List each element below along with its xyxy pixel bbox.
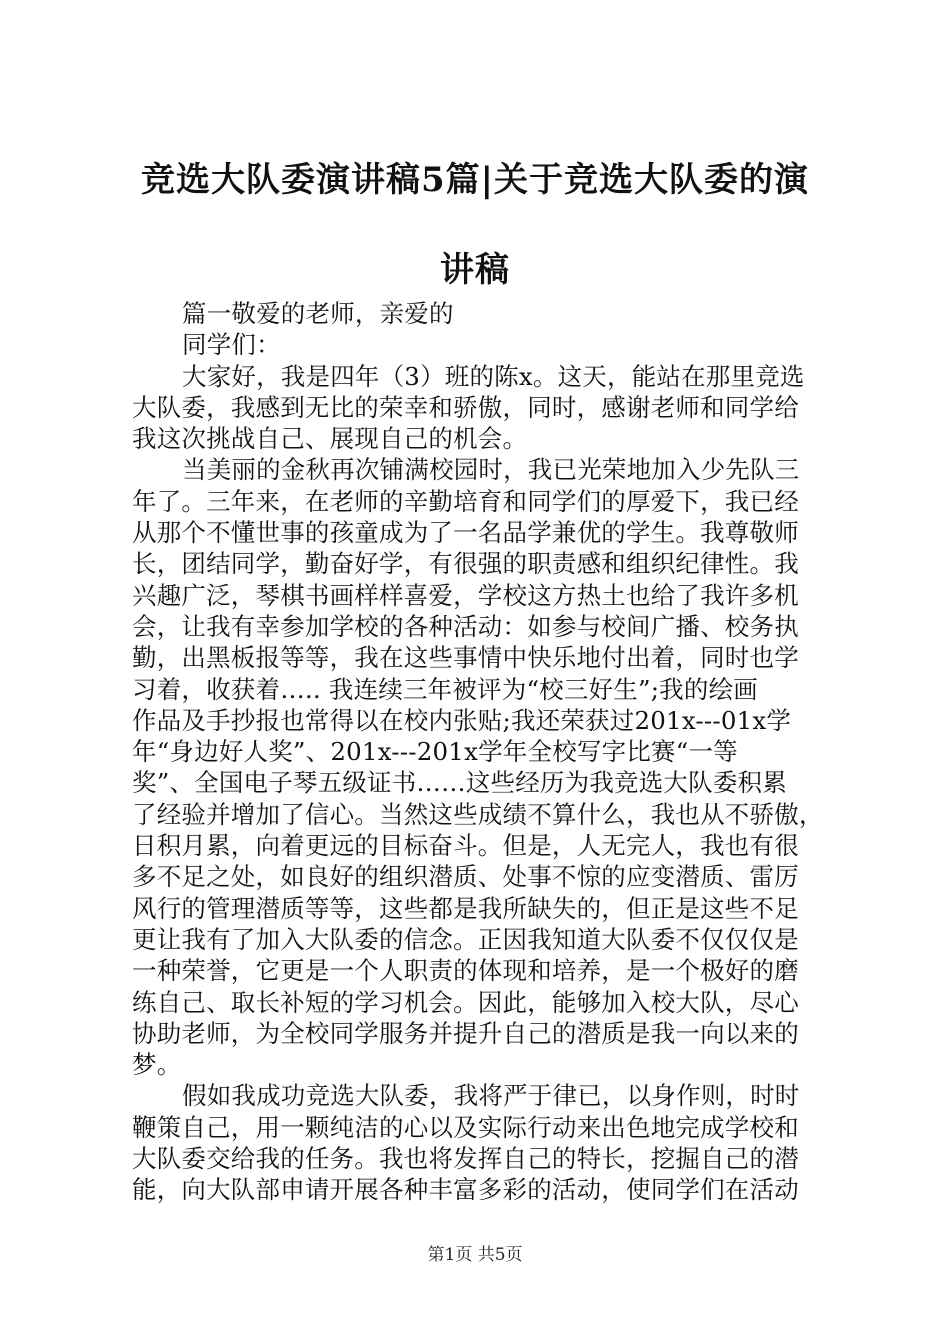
body-line: 鞭策自己，用一颗纯洁的心以及实际行动来出色地完成学校和 [132,1112,799,1142]
body-line: 日积月累，向着更远的目标奋斗。但是，人无完人，我也有很 [132,831,799,861]
body-line: 一种荣誉，它更是一个人职责的体现和培养，是一个极好的磨 [132,956,799,986]
body-line: 我这次挑战自己、展现自己的机会。 [132,424,528,454]
document-body [132,298,832,1206]
body-line: 梦。 [132,1050,182,1080]
body-line: 练自己、取长补短的学习机会。因此，能够加入校大队，尽心 [132,987,799,1017]
body-line: 多不足之处，如良好的组织潜质、处事不惊的应变潜质、雷厉 [132,862,799,892]
body-line: 了经验并增加了信心。当然这些成绩不算什么，我也从不骄傲， [132,799,824,829]
body-line: 能，向大队部申请开展各种丰富多彩的活动，使同学们在活动 [132,1175,799,1205]
body-line: 年了。三年来，在老师的辛勤培育和同学们的厚爱下，我已经 [132,486,799,516]
body-line: 从那个不懂世事的孩童成为了一名品学兼优的学生。我尊敬师 [132,518,799,548]
body-line: 篇一敬爱的老师，亲爱的 [182,299,454,328]
body-line: 年“身边好人奖”、201x---201x学年全校写字比赛“一等 [132,737,738,767]
body-line: 协助老师，为全校同学服务并提升自己的潜质是我一向以来的 [132,1018,799,1048]
body-line: 同学们： [182,330,281,360]
body-line: 大队委交给我的任务。我也将发挥自己的特长，挖掘自己的潜 [132,1144,799,1174]
body-line: 风行的管理潜质等等，这些都是我所缺失的，但正是这些不足 [132,893,799,923]
body-line: 更让我有了加入大队委的信念。正因我知道大队委不仅仅仅是 [132,924,799,954]
body-line: 奖”、全国电子琴五级证书……这些经历为我竞选大队委积累 [132,768,787,798]
document-title-line-1: 竞选大队委演讲稿5篇|关于竞选大队委的演 [140,160,810,200]
body-line: 会，让我有幸参加学校的各种活动：如参与校间广播、校务执 [132,611,799,641]
page-footer: 第1页 共5页 [427,1245,523,1265]
body-line: 习着，收获着….. 我连续三年被评为“校三好生”;我的绘画 [132,674,758,704]
body-line: 假如我成功竞选大队委，我将严于律已，以身作则，时时 [182,1081,800,1111]
body-line: 长，团结同学，勤奋好学，有很强的职责感和组织纪律性。我 [132,549,799,579]
body-line: 大队委，我感到无比的荣幸和骄傲，同时，感谢老师和同学给 [132,392,799,422]
body-line: 当美丽的金秋再次铺满校园时，我已光荣地加入少先队三 [182,455,800,485]
body-line: 勤，出黑板报等等，我在这些事情中快乐地付出着，同时也学 [132,643,799,673]
body-line: 兴趣广泛，琴棋书画样样喜爱，学校这方热土也给了我许多机 [132,580,799,610]
body-line: 作品及手抄报也常得以在校内张贴;我还荣获过201x---01x学 [132,705,792,735]
document-title-line-2: 讲稿 [440,250,510,290]
body-line: 大家好，我是四年（3）班的陈x。这天，能站在那里竞选 [182,361,805,391]
